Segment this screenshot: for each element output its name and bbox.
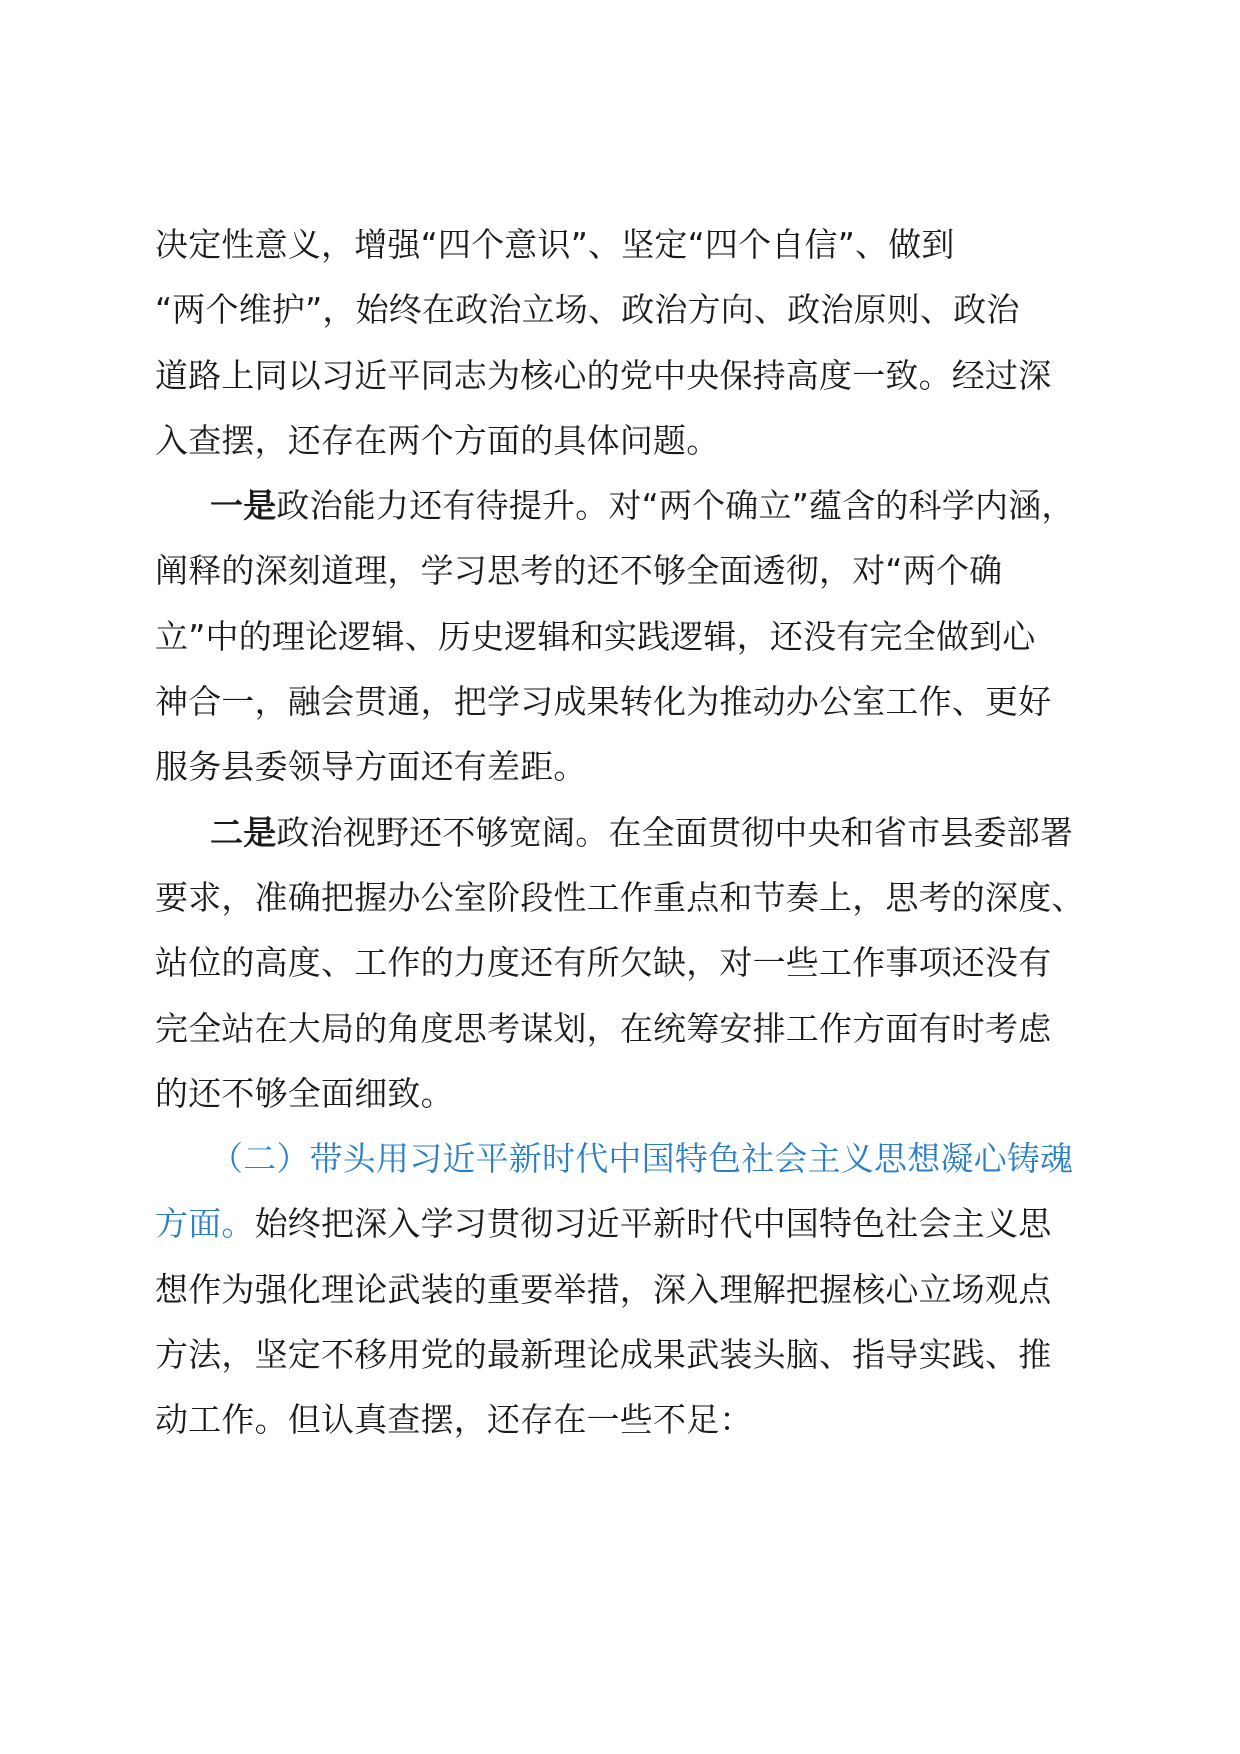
paragraph-1-line-2: “两个维护”，始终在政治立场、政治方向、政治原则、政治 [155, 290, 1020, 330]
paragraph-2-line-1 [155, 473, 1105, 538]
paragraph-3 [155, 800, 1105, 1126]
paragraph-1 [155, 212, 1105, 473]
paragraph-2-line-5: 服务县委领导方面还有差距。 [155, 747, 587, 787]
paragraph-2-line-4: 神合一，融会贯通，把学习成果转化为推动办公室工作、更好 [155, 682, 1052, 722]
paragraph-3-line-2: 要求，准确把握办公室阶段性工作重点和节奏上，思考的深度、 [155, 877, 1085, 917]
paragraph-4-line-3: 想作为强化理论武装的重要举措，深入理解把握核心立场观点 [155, 1269, 1052, 1309]
paragraph-4-line-2 [155, 1191, 1105, 1256]
paragraph-4-line-2-text: 始终把深入学习贯彻习近平新时代中国特色社会主义思 [254, 1204, 1052, 1244]
paragraph-3-line-5: 的还不够全面细致。 [155, 1073, 454, 1113]
paragraph-2-line-1-text: 政治能力还有待提升。对“两个确立”蕴含的科学内涵， [276, 486, 1075, 526]
paragraph-3-line-3: 站位的高度、工作的力度还有所欠缺，对一些工作事项还没有 [155, 943, 1052, 983]
paragraph-2 [155, 473, 1105, 799]
paragraph-3-line-1-text: 政治视野还不够宽阔。在全面贯彻中央和省市县委部署 [276, 812, 1074, 852]
paragraph-2-lead: 一是 [210, 486, 277, 526]
section-heading-line-2: 方面。 [155, 1204, 255, 1244]
paragraph-2-line-3: 立”中的理论逻辑、历史逻辑和实践逻辑，还没有完全做到心 [155, 616, 1036, 656]
paragraph-2-line-2: 阐释的深刻道理，学习思考的还不够全面透彻，对“两个确 [155, 551, 1003, 591]
paragraph-3-line-1 [155, 800, 1105, 865]
paragraph-3-line-4: 完全站在大局的角度思考谋划，在统筹安排工作方面有时考虑 [155, 1008, 1052, 1048]
paragraph-4-line-4: 方法，坚定不移用党的最新理论成果武装头脑、指导实践、推 [155, 1335, 1052, 1375]
paragraph-4-line-5: 动工作。但认真查摆，还存在一些不足： [155, 1400, 753, 1440]
document-body [155, 212, 1105, 1453]
paragraph-3-lead: 二是 [210, 812, 277, 852]
paragraph-4 [155, 1126, 1105, 1452]
paragraph-1-line-4: 入查摆，还存在两个方面的具体问题。 [155, 420, 720, 460]
paragraph-1-line-1: 决定性意义，增强“四个意识”、坚定“四个自信”、做到 [155, 225, 955, 264]
paragraph-1-line-3: 道路上同以习近平同志为核心的党中央保持高度一致。经过深 [155, 355, 1052, 395]
section-heading-line-1: （二）带头用习近平新时代中国特色社会主义思想凝心铸魂 [210, 1139, 1074, 1179]
